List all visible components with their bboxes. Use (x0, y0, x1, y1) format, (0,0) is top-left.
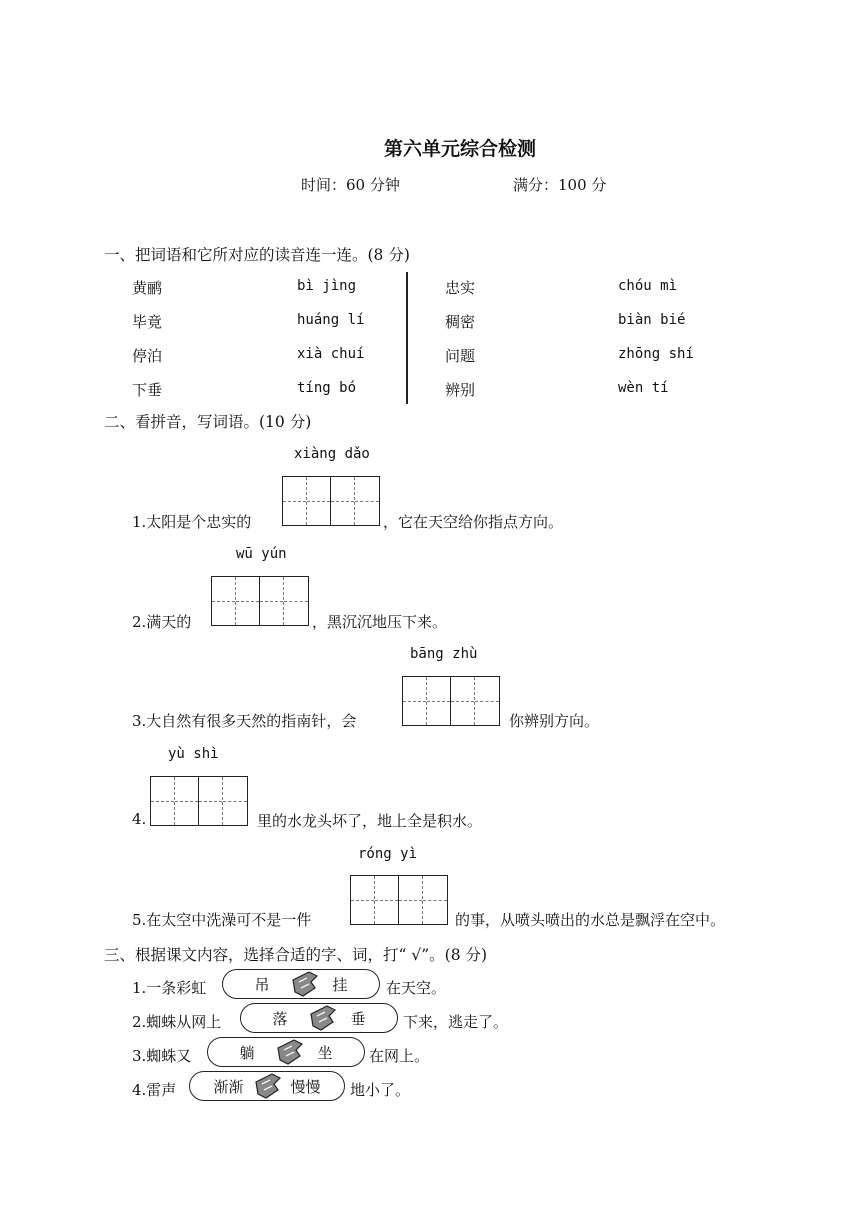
writing-grid[interactable] (211, 576, 309, 626)
right-word: 稠密 (445, 313, 476, 331)
option-a[interactable]: 渐渐 (213, 1077, 244, 1096)
pointing-hand-icon (272, 1034, 308, 1068)
section-2-heading: 二、看拼音，写词语。(10 分) (104, 413, 312, 431)
left-word: 停泊 (132, 347, 163, 365)
sentence-before: 2.满天的 (132, 613, 192, 631)
pointing-hand-icon (287, 966, 323, 1000)
pinyin-hint: wū yún (236, 546, 287, 562)
sentence-before: 1.一条彩虹 (132, 979, 207, 997)
sentence-after: 你辨别方向。 (509, 712, 600, 730)
sentence-after: ，黑沉沉地压下来。 (312, 613, 448, 631)
pointing-hand-icon (250, 1068, 286, 1102)
right-pinyin: zhōng shí (618, 346, 694, 362)
sentence-after: 在网上。 (369, 1047, 430, 1065)
pinyin-hint: róng yì (358, 846, 418, 862)
left-word: 下垂 (132, 381, 163, 399)
writing-grid[interactable] (150, 776, 248, 826)
writing-grid[interactable] (402, 676, 500, 726)
sentence-before: 3.大自然有很多天然的指南针，会 (132, 712, 357, 730)
right-pinyin: wèn tí (618, 380, 669, 396)
left-pinyin: xià chuí (297, 346, 365, 362)
pinyin-hint: xiàng dǎo (294, 446, 370, 462)
left-word: 黄鹂 (132, 279, 163, 297)
option-b[interactable]: 慢慢 (290, 1077, 321, 1096)
pointing-hand-icon (305, 1000, 341, 1034)
right-word: 忠实 (445, 279, 476, 297)
right-pinyin: biàn bié (618, 312, 686, 328)
left-word: 毕竟 (132, 313, 163, 331)
writing-grid[interactable] (350, 875, 448, 925)
exam-score: 满分：100 分 (513, 176, 607, 194)
exam-time: 时间：60 分钟 (301, 176, 400, 194)
sentence-after: 在天空。 (386, 979, 447, 997)
sentence-after: 里的水龙头坏了，地上全是积水。 (257, 812, 483, 830)
sentence-before: 5.在太空中洗澡可不是一件 (132, 911, 312, 929)
right-word: 问题 (445, 347, 476, 365)
left-pinyin: tíng bó (297, 380, 357, 396)
section-3-heading: 三、根据课文内容，选择合适的字、词，打“ √”。(8 分) (104, 946, 488, 964)
writing-grid[interactable] (282, 476, 380, 526)
sentence-after: 的事，从喷头喷出的水总是飘浮在空中。 (455, 911, 726, 929)
left-pinyin: huáng lí (297, 312, 365, 328)
section-1-heading: 一、把词语和它所对应的读音连一连。(8 分) (104, 246, 410, 264)
right-word: 辨别 (445, 381, 476, 399)
sentence-after: 下来，逃走了。 (403, 1013, 509, 1031)
option-a[interactable]: 落 (272, 1009, 288, 1028)
option-b[interactable]: 挂 (332, 975, 348, 994)
sentence-before: 4.雷声 (132, 1081, 177, 1099)
option-b[interactable]: 坐 (317, 1043, 333, 1062)
sentence-after: ，它在天空给你指点方向。 (383, 513, 564, 531)
pinyin-hint: yù shì (168, 746, 219, 762)
sentence-before: 3.蜘蛛又 (132, 1047, 192, 1065)
sentence-before: 1.太阳是个忠实的 (132, 513, 252, 531)
sentence-after: 地小了。 (350, 1081, 411, 1099)
left-pinyin: bì jìng (297, 278, 357, 294)
option-b[interactable]: 垂 (350, 1009, 366, 1028)
option-a[interactable]: 吊 (254, 975, 270, 994)
sentence-before: 2.蜘蛛从网上 (132, 1013, 222, 1031)
pinyin-hint: bāng zhù (410, 646, 478, 662)
column-divider (406, 272, 408, 404)
sentence-before: 4. (132, 810, 147, 828)
option-a[interactable]: 躺 (239, 1043, 255, 1062)
right-pinyin: chóu mì (618, 278, 678, 294)
page-title: 第六单元综合检测 (383, 138, 536, 160)
